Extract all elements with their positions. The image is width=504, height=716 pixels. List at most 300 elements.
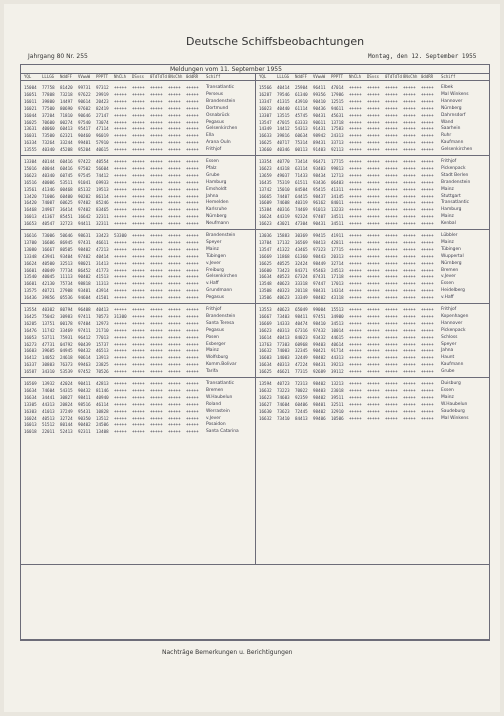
observation-group: +++++ (385, 214, 398, 220)
observation-group: 16630 (259, 408, 272, 414)
observation-group: +++++ (186, 119, 199, 125)
observation-group: +++++ (150, 288, 163, 294)
observation-group: +++++ (367, 186, 380, 192)
observation-group: 71006 (42, 193, 55, 199)
observation-group: +++++ (168, 91, 181, 97)
observation-group: 13305 (24, 401, 37, 407)
observation-group: +++++ (132, 274, 145, 280)
observation-group: 60968 (295, 341, 308, 347)
observation-group: +++++ (150, 105, 163, 111)
observation-group: +++++ (421, 415, 434, 421)
observation-group: +++++ (385, 341, 398, 347)
observation-group: 20118 (295, 288, 308, 294)
observation-group: +++++ (150, 320, 163, 326)
observation-group: +++++ (385, 112, 398, 118)
observation-group: +++++ (367, 348, 380, 354)
observation-group: 72313 (295, 381, 308, 386)
observation-group: 73623 (277, 408, 290, 414)
observation-group: +++++ (403, 186, 416, 192)
observation-group: 73410 (277, 415, 290, 421)
observation-group: 41013 (42, 408, 55, 414)
observation-group: 34511 (331, 214, 344, 220)
observation-group: +++++ (421, 126, 434, 132)
observation-group: 11742 (42, 327, 55, 333)
observation-group: 31300 (114, 313, 127, 319)
observation-group: +++++ (186, 165, 199, 171)
observation-group: +++++ (421, 260, 434, 266)
observation-group: 34900 (331, 313, 344, 319)
observation-group: +++++ (421, 98, 434, 104)
observation-group: 20423 (96, 98, 109, 104)
ship-name: v.Jever (206, 415, 221, 421)
observation-group: 10014 (331, 327, 344, 333)
observation-group: 13913 (96, 355, 109, 361)
ship-name: Lübbler (441, 233, 458, 238)
observation-group: +++++ (114, 159, 127, 164)
observation-group: +++++ (168, 147, 181, 153)
observation-group: +++++ (367, 313, 380, 319)
observation-group: 40313 (277, 327, 290, 333)
observation-group: +++++ (150, 246, 163, 252)
observation-group: +++++ (349, 85, 362, 90)
observation-group: +++++ (186, 267, 199, 273)
observation-group: +++++ (385, 98, 398, 104)
observation-group: +++++ (421, 288, 434, 294)
observation-group: +++++ (421, 295, 434, 301)
observation-group: +++++ (132, 381, 145, 386)
observation-group: +++++ (114, 387, 127, 393)
observation-group: +++++ (168, 415, 181, 421)
observation-group: 42130 (42, 281, 55, 287)
ship-name: Wolfsburg (206, 355, 228, 361)
observation-group: 33713 (331, 140, 344, 146)
observation-group: 40414 (96, 253, 109, 259)
observation-group: +++++ (114, 327, 127, 333)
observation-group: +++++ (150, 186, 163, 192)
observation-group: +++++ (421, 147, 434, 153)
observation-group: 45631 (331, 112, 344, 118)
observation-group: +++++ (385, 119, 398, 125)
ship-name: Dortmund (206, 105, 229, 111)
observation-group: +++++ (403, 415, 416, 421)
observation-group: 13700 (24, 239, 37, 245)
observation-group: 40413 (277, 334, 290, 340)
column-header: 8NsChh (403, 74, 418, 79)
observation-group: +++++ (385, 401, 398, 407)
observation-group: 24513 (331, 267, 344, 273)
observation-group: 84413 (295, 415, 308, 421)
observation-group: +++++ (403, 165, 416, 171)
observation-group: +++++ (349, 91, 362, 97)
column-header: DSvss (367, 74, 380, 79)
observation-group: +++++ (367, 341, 380, 347)
observation-group: +++++ (367, 394, 380, 400)
notes-heading: Nachträge Bemerkungen u. Berichtigungen (162, 649, 293, 656)
observation-group: +++++ (168, 85, 181, 90)
observation-group: +++++ (114, 295, 127, 301)
observation-group: 13354 (259, 159, 272, 164)
ship-name: W.Haubelun (206, 394, 233, 400)
observation-group: +++++ (150, 126, 163, 132)
observation-group: 40474 (295, 320, 308, 326)
observation-group: +++++ (349, 214, 362, 220)
observation-group: 97545 (78, 172, 91, 178)
observation-group: 16603 (24, 348, 37, 354)
observation-group: 97404 (78, 320, 91, 326)
ship-name: Gelsenkirchen (206, 274, 238, 280)
column-header: NhCLh (114, 74, 127, 79)
ship-name: Esberger (206, 341, 226, 347)
observation-group: +++++ (367, 147, 380, 153)
observation-group: 13348 (24, 253, 37, 259)
observation-group: 13347 (259, 98, 272, 104)
observation-group: +++++ (403, 126, 416, 132)
observation-group: 16273 (24, 341, 37, 347)
observation-group: +++++ (168, 159, 181, 164)
observation-group: +++++ (385, 126, 398, 132)
observation-group: 90646 (78, 112, 91, 118)
observation-group: +++++ (421, 133, 434, 139)
observation-group: +++++ (349, 327, 362, 333)
observation-group: +++++ (186, 246, 199, 252)
observation-group: 53300 (114, 233, 127, 238)
table-bottom-divider (20, 564, 489, 565)
observation-group: +++++ (385, 415, 398, 421)
observation-group: 17986 (331, 91, 344, 97)
observation-group: +++++ (150, 362, 163, 368)
ship-name: Brandenstein (206, 98, 236, 104)
observation-group: +++++ (168, 214, 181, 220)
column-header: LLLGG (42, 74, 55, 79)
observation-group: +++++ (403, 274, 416, 280)
observation-group: +++++ (114, 355, 127, 361)
observation-group: 16633 (259, 133, 272, 139)
observation-group: 86452 (78, 267, 91, 273)
observation-group: +++++ (421, 369, 434, 375)
observation-group: +++++ (114, 408, 127, 414)
observation-group: 95415 (313, 186, 326, 192)
observation-group: +++++ (150, 348, 163, 354)
observation-group: 99406 (313, 415, 326, 421)
observation-group: 16623 (259, 165, 272, 171)
observation-group: +++++ (403, 207, 416, 213)
observation-group: +++++ (150, 85, 163, 90)
observation-group: 61360 (295, 253, 308, 259)
observation-group: +++++ (150, 401, 163, 407)
observation-group: 61511 (295, 179, 308, 185)
observation-group: +++++ (132, 147, 145, 153)
observation-group: 16569 (24, 381, 37, 386)
observation-group: 98818 (78, 281, 91, 287)
observation-group: 34145 (331, 193, 344, 199)
observation-group: 97402 (78, 253, 91, 259)
observation-group: +++++ (403, 281, 416, 287)
observation-group: 13561 (24, 186, 37, 192)
observation-group: +++++ (385, 408, 398, 414)
observation-group: +++++ (349, 415, 362, 421)
observation-group: +++++ (403, 313, 416, 319)
observation-group: +++++ (385, 159, 398, 164)
observation-group: +++++ (367, 172, 380, 178)
observation-group: +++++ (385, 85, 398, 90)
observation-group: +++++ (186, 200, 199, 206)
observation-group: +++++ (168, 288, 181, 294)
center-divider (255, 74, 256, 564)
observation-group: 40721 (42, 288, 55, 294)
observation-group: +++++ (132, 179, 145, 185)
observation-group: +++++ (132, 355, 145, 361)
observation-group: 70022 (295, 387, 308, 393)
observation-group: 40615 (96, 147, 109, 153)
observation-group: 16023 (259, 105, 272, 111)
observation-group: +++++ (385, 348, 398, 354)
ship-name: v.Jever (441, 274, 456, 280)
observation-group: 17132 (277, 239, 290, 245)
column-header: NhCLh (349, 74, 362, 79)
observation-group: 16603 (259, 355, 272, 361)
observation-group: +++++ (403, 355, 416, 361)
observation-group: 12713 (331, 172, 344, 178)
observation-group: +++++ (403, 179, 416, 185)
observation-group: +++++ (132, 394, 145, 400)
observation-group: 16623 (259, 327, 272, 333)
observation-group: +++++ (132, 260, 145, 266)
block-divider (255, 377, 490, 378)
observation-group: 96162 (313, 200, 326, 206)
observation-group: 97402 (78, 200, 91, 206)
observation-group: +++++ (421, 207, 434, 213)
observation-group: +++++ (186, 207, 199, 213)
observation-group: +++++ (168, 126, 181, 132)
observation-group: 13307 (259, 112, 272, 118)
observation-group: +++++ (186, 401, 199, 407)
observation-group: +++++ (168, 193, 181, 199)
observation-group: 40323 (277, 288, 290, 294)
observation-group: +++++ (403, 119, 416, 125)
observation-group: 47014 (331, 85, 344, 90)
observation-group: 13932 (42, 381, 55, 386)
column-header: 0ddRR (186, 74, 199, 79)
observation-group: 13036 (259, 233, 272, 238)
observation-group: +++++ (168, 133, 181, 139)
observation-group: +++++ (168, 381, 181, 386)
observation-group: +++++ (367, 253, 380, 259)
observation-group: 60416 (60, 165, 73, 171)
ship-name: Frithjof (441, 307, 457, 312)
observation-group: +++++ (403, 267, 416, 273)
observation-group: 90421 (313, 348, 326, 354)
observation-group: 42813 (96, 381, 109, 386)
observation-group: +++++ (168, 334, 181, 340)
ship-name: Freiburg (206, 267, 224, 273)
observation-group: +++++ (385, 186, 398, 192)
observation-group: +++++ (349, 98, 362, 104)
observation-group: 73218 (60, 91, 73, 97)
observation-group: +++++ (114, 348, 127, 354)
ship-name: Transatlantic (206, 85, 235, 90)
observation-group: +++++ (132, 126, 145, 132)
observation-group: +++++ (403, 260, 416, 266)
observation-group: 13660 (259, 147, 272, 153)
observation-group: +++++ (385, 239, 398, 245)
observation-group: 73500 (42, 133, 55, 139)
observation-group: 43118 (331, 295, 344, 301)
ship-name: Transatlantic (206, 381, 235, 386)
observation-group: +++++ (132, 200, 145, 206)
observation-group: +++++ (367, 288, 380, 294)
observation-group: +++++ (186, 362, 199, 368)
observation-group: 90439 (78, 341, 91, 347)
observation-group: +++++ (114, 369, 127, 375)
observation-group: 36414 (60, 207, 73, 213)
observation-group: +++++ (367, 327, 380, 333)
observation-group: 27908 (60, 288, 73, 294)
observation-group: +++++ (132, 387, 145, 393)
observation-group: 94604 (78, 295, 91, 301)
observation-group: 32345 (295, 348, 308, 354)
observation-group: 16601 (24, 267, 37, 273)
ship-name: Brandenstein (206, 313, 236, 319)
observation-group: 24313 (331, 133, 344, 139)
ship-name: Frithjof (441, 159, 457, 164)
observation-group: 16667 (42, 246, 55, 252)
observation-group: +++++ (367, 415, 380, 421)
observation-group: +++++ (403, 98, 416, 104)
observation-group: 16053 (24, 334, 37, 340)
ship-name: Mainz (441, 214, 454, 220)
observation-group: 80505 (60, 246, 73, 252)
observation-group: +++++ (150, 429, 163, 435)
observation-group: 51512 (42, 422, 55, 428)
observation-group: 60745 (60, 172, 73, 178)
observation-group: 98402 (313, 355, 326, 361)
observation-group: +++++ (132, 186, 145, 192)
observation-group: 32311 (96, 221, 109, 227)
ship-name: Pegasus (206, 119, 225, 125)
observation-group: 85132 (78, 186, 91, 192)
ship-name: Santa Teresa (206, 320, 235, 326)
observation-group: 96408 (78, 307, 91, 312)
ship-name: Kopenhagen (441, 313, 469, 319)
observation-group: 97323 (313, 246, 326, 252)
observation-group: 80144 (60, 422, 73, 428)
observation-group: +++++ (114, 267, 127, 273)
ship-name: Jahna (441, 348, 454, 354)
observation-group: 97452 (78, 369, 91, 375)
observation-group: 97407 (313, 214, 326, 220)
observation-group: +++++ (168, 341, 181, 347)
observation-group: 14003 (277, 355, 290, 361)
observation-group: 44319 (277, 214, 290, 220)
observation-group: 92311 (78, 429, 91, 435)
observation-group: +++++ (385, 133, 398, 139)
observation-group: +++++ (421, 341, 434, 347)
observation-group: 41322 (277, 246, 290, 252)
observation-group: +++++ (385, 281, 398, 287)
observation-group: +++++ (421, 91, 434, 97)
observation-group: +++++ (186, 387, 199, 393)
observation-group: 17715 (331, 159, 344, 164)
observation-group: 40144 (42, 159, 55, 164)
observation-group: +++++ (349, 334, 362, 340)
observation-group: +++++ (385, 147, 398, 153)
observation-group: 04792 (60, 341, 73, 347)
observation-group: 14412 (277, 126, 290, 132)
observation-group: 44313 (331, 355, 344, 361)
observation-group: 37204 (42, 112, 55, 118)
observation-group: +++++ (385, 260, 398, 266)
observation-group: +++++ (114, 119, 127, 125)
observation-group: +++++ (186, 394, 199, 400)
observation-group: +++++ (403, 394, 416, 400)
observation-group: +++++ (186, 295, 199, 301)
observation-group: 97451 (313, 313, 326, 319)
observation-group: 16205 (24, 320, 37, 326)
observation-group: +++++ (349, 253, 362, 259)
observation-group: 40554 (96, 159, 109, 164)
observation-group: 96411 (313, 85, 326, 90)
observation-group: +++++ (132, 214, 145, 220)
observation-group: 49037 (277, 172, 290, 178)
observation-group: +++++ (349, 239, 362, 245)
observation-group: 98449 (313, 260, 326, 266)
observation-group: +++++ (367, 159, 380, 164)
observation-group: 90410 (313, 98, 326, 104)
ship-name: Neufmann (206, 221, 229, 227)
observation-group: 97402 (78, 207, 91, 213)
observation-group: +++++ (385, 327, 398, 333)
ship-name: Tübingen (206, 253, 226, 259)
observation-group: +++++ (403, 140, 416, 146)
observation-group: +++++ (349, 179, 362, 185)
column-header: 8NsChh (168, 74, 183, 79)
observation-group: 12515 (331, 98, 344, 104)
observation-group: +++++ (150, 140, 163, 146)
observation-group: +++++ (150, 307, 163, 312)
observation-group: 17118 (331, 274, 344, 280)
observation-group: 90402 (78, 274, 91, 280)
observation-group: +++++ (132, 172, 145, 178)
observation-group: +++++ (421, 320, 434, 326)
observation-group: +++++ (168, 422, 181, 428)
observation-group: 39605 (42, 348, 55, 354)
observation-group: 45208 (60, 147, 73, 153)
observation-group: 40414 (277, 85, 290, 90)
observation-group: 30983 (60, 313, 73, 319)
observation-group: +++++ (421, 381, 434, 386)
observation-group: 16665 (259, 193, 272, 199)
observation-group: +++++ (385, 307, 398, 312)
observation-group: +++++ (403, 253, 416, 259)
ship-name: Frithjof (206, 307, 222, 312)
observation-group: +++++ (114, 253, 127, 259)
observation-group: +++++ (168, 348, 181, 354)
observation-group: +++++ (421, 186, 434, 192)
observation-group: +++++ (349, 221, 362, 227)
observation-group: 16516 (24, 179, 37, 185)
observation-group: +++++ (168, 260, 181, 266)
observation-group: +++++ (349, 126, 362, 132)
observation-group: 47015 (277, 119, 290, 125)
observation-group: +++++ (349, 348, 362, 354)
observation-group: 79546 (277, 91, 290, 97)
observation-group: +++++ (114, 274, 127, 280)
observation-group: +++++ (385, 179, 398, 185)
observation-group: 99415 (313, 233, 326, 238)
observation-group: +++++ (403, 387, 416, 393)
block-divider (255, 303, 490, 304)
observation-group: +++++ (403, 295, 416, 301)
